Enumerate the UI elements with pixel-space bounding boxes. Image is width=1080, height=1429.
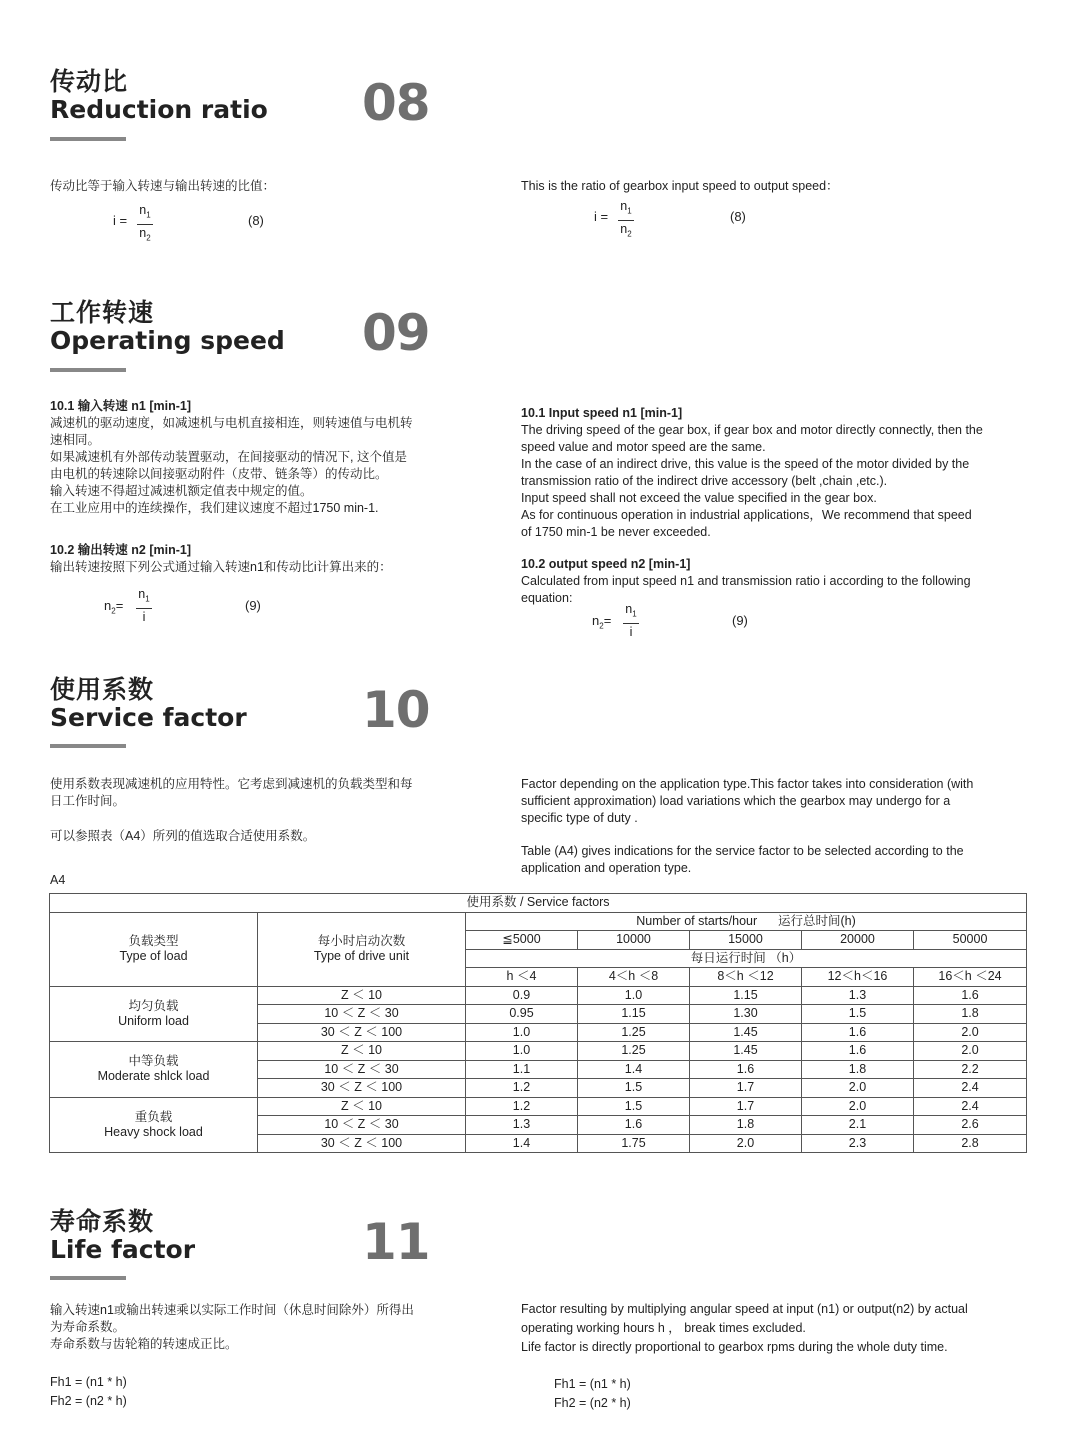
header-load-type: 负载类型 Type of load <box>50 912 258 986</box>
section-11-rule <box>50 1276 126 1280</box>
s09-formula-en-fraction: $n_1$ i <box>623 602 639 640</box>
s09-en-block-2: 10.2 output speed n2 [min-1] Calculated from input speed n1 and transmission ratio i according to the following equation: <box>521 556 1051 607</box>
s09-zh-heading-2: 10.2 输出转速 n2 [min-1] <box>50 543 191 557</box>
section-10-rule <box>50 744 126 748</box>
header-hours: Number of starts/hour 运行总时间(h) <box>466 912 1027 931</box>
section-08-number: 08 <box>362 74 430 132</box>
s08-formula-en-lhs: i = <box>594 209 609 224</box>
section-11-title-en: Life factor <box>50 1235 196 1264</box>
s11-en-formulas <box>554 1375 631 1413</box>
s09-formula-zh-lhs: $n_2=$ <box>104 598 124 616</box>
s08-en-text: This is the ratio of gearbox input speed to output speed： <box>521 179 839 193</box>
table-row: 30 ＜ Z ＜ 100 1.2 1.5 1.7 2.0 2.4 <box>50 1079 1027 1098</box>
section-08-title-en: Reduction ratio <box>50 95 268 124</box>
s09-formula-zh-fraction: $n_1$ i <box>136 587 152 625</box>
s11-zh-formulas <box>50 1373 127 1411</box>
s10-en-para-1: Factor depending on the application type.This factor takes into consideration (with sufficient approximation) load variations which the gearbox may undergo for a specific type of duty . <box>521 777 974 825</box>
group-moderate-shock-load: 中等负载 Moderate shlck load <box>50 1042 258 1098</box>
s09-zh-block-2: 10.2 输出转速 n2 [min-1] 输出转速按照下列公式通过输入转速n1和传动比i计算出来的： <box>50 542 450 576</box>
header-daily-hours: 每日运行时间 （h） <box>466 949 1027 968</box>
header-starts-per-hour: 每小时启动次数 Type of drive unit <box>258 912 466 986</box>
section-09-rule <box>50 368 126 372</box>
s08-zh-text: 传动比等于输入转速与输出转速的比值： <box>50 179 276 193</box>
table-row: 30 ＜ Z ＜ 100 1.4 1.75 2.0 2.3 2.8 <box>50 1134 1027 1153</box>
s09-zh-block-1: 10.1 输入转速 n1 [min-1] 减速机的驱动速度，如减速机与电机直接相连，则转速值与电机转 速相同。 如果减速机有外部传动装置驱动，在间接驱动的情况下, 这个值是 由电机的转速除以间接驱动附件（皮带、链条等）的传动比。 输入转速不得超过减速机额定值表中规定的值。 在工业应用中的连续操作，我们建议速度不超过1750 min-1. <box>50 398 450 517</box>
s09-en-heading-1: 10.1 Input speed n1 [min-1] <box>521 406 683 420</box>
table-title: 使用系数 / Service factors <box>50 894 1027 913</box>
section-11-number: 11 <box>362 1213 430 1271</box>
section-10-title-en: Service factor <box>50 703 247 732</box>
group-uniform-load: 均匀负载 Uniform load <box>50 986 258 1042</box>
s10-zh-para-2: 可以参照表（A4）所列的值选取合适使用系数。 <box>50 829 316 843</box>
s08-formula-zh-lhs: i = <box>113 213 128 228</box>
s11-en-para: Factor resulting by multiplying angular speed at input (n1) or output(n2) by actual operating working hours h ， break times excluded. Life factor is directly proportional to gearbox rpms during the whole duty time. <box>521 1302 968 1354</box>
formula-fh2: Fh2 = (n2 * h) <box>50 1394 127 1408</box>
service-factor-table <box>49 893 1027 1153</box>
s08-formula-en-number: (8) <box>730 209 746 224</box>
table-row: 重负载 Heavy shock load Z ＜ 10 1.2 1.5 1.7 2.0 2.4 <box>50 1097 1027 1116</box>
section-08-rule <box>50 137 126 141</box>
s08-formula-zh-fraction: $n_1$ $n_2$ <box>137 203 153 245</box>
section-10-number: 10 <box>362 681 430 739</box>
section-09-title-en: Operating speed <box>50 326 285 355</box>
section-09-title-zh: 工作转速 <box>50 298 155 327</box>
table-row: 10 ＜ Z ＜ 30 0.95 1.15 1.30 1.5 1.8 <box>50 1005 1027 1024</box>
table-label: A4 <box>50 873 66 887</box>
s09-zh-heading-1: 10.1 输入转速 n1 [min-1] <box>50 399 191 413</box>
s09-formula-en-number: (9) <box>732 613 748 628</box>
section-10-title-zh: 使用系数 <box>50 675 155 704</box>
s09-formula-zh-number: (9) <box>245 598 261 613</box>
section-08-title-zh: 传动比 <box>50 67 129 96</box>
header-total-hours-row: ≦5000 10000 15000 20000 50000 <box>50 931 1027 950</box>
s08-formula-en-fraction: $n_1$ $n_2$ <box>618 199 634 241</box>
s08-formula-zh-number: (8) <box>248 213 264 228</box>
section-11-title-zh: 寿命系数 <box>50 1207 155 1236</box>
formula-fh1: Fh1 = (n1 * h) <box>50 1375 127 1389</box>
table-row: 10 ＜ Z ＜ 30 1.3 1.6 1.8 2.1 2.6 <box>50 1116 1027 1135</box>
header-daily-hours-row: h ＜4 4＜h ＜8 8＜h ＜12 12＜h＜16 16＜h ＜24 <box>50 968 1027 987</box>
s11-zh-para: 输入转速n1或输出转速乘以实际工作时间（休息时间除外）所得出 为寿命系数。 寿命系数与齿轮箱的转速成正比。 <box>50 1303 414 1351</box>
table-row: 10 ＜ Z ＜ 30 1.1 1.4 1.6 1.8 2.2 <box>50 1060 1027 1079</box>
table-row: 30 ＜ Z ＜ 100 1.0 1.25 1.45 1.6 2.0 <box>50 1023 1027 1042</box>
formula-fh2: Fh2 = (n2 * h) <box>554 1396 631 1410</box>
s10-zh-para-1: 使用系数表现减速机的应用特性。它考虑到减速机的负载类型和每 日工作时间。 <box>50 777 413 808</box>
s09-en-block-1: 10.1 Input speed n1 [min-1] The driving speed of the gear box, if gear box and motor directly connectly, then the speed value and motor speed are the same. In the case of an indirect drive, this value is the speed of the motor divided by the transmission ratio of the indirect drive accessory (belt ,chain ,etc.). Input speed shall not exceed the value specified in the gear box. As for continuous operation in industrial applications，We recommend that speed of 1750 min-1 be never exceeded. <box>521 405 1051 541</box>
table-row: 中等负载 Moderate shlck load Z ＜ 10 1.0 1.25 1.45 1.6 2.0 <box>50 1042 1027 1061</box>
s09-en-heading-2: 10.2 output speed n2 [min-1] <box>521 557 691 571</box>
s10-en-para-2: Table (A4) gives indications for the service factor to be selected according to the application and operation type. <box>521 844 964 875</box>
s09-formula-en-lhs: $n_2=$ <box>592 613 612 631</box>
table-row: 均匀负载 Uniform load Z ＜ 10 0.9 1.0 1.15 1.3 1.6 <box>50 986 1027 1005</box>
formula-fh1: Fh1 = (n1 * h) <box>554 1377 631 1391</box>
section-09-number: 09 <box>362 304 430 362</box>
group-heavy-shock-load: 重负载 Heavy shock load <box>50 1097 258 1153</box>
